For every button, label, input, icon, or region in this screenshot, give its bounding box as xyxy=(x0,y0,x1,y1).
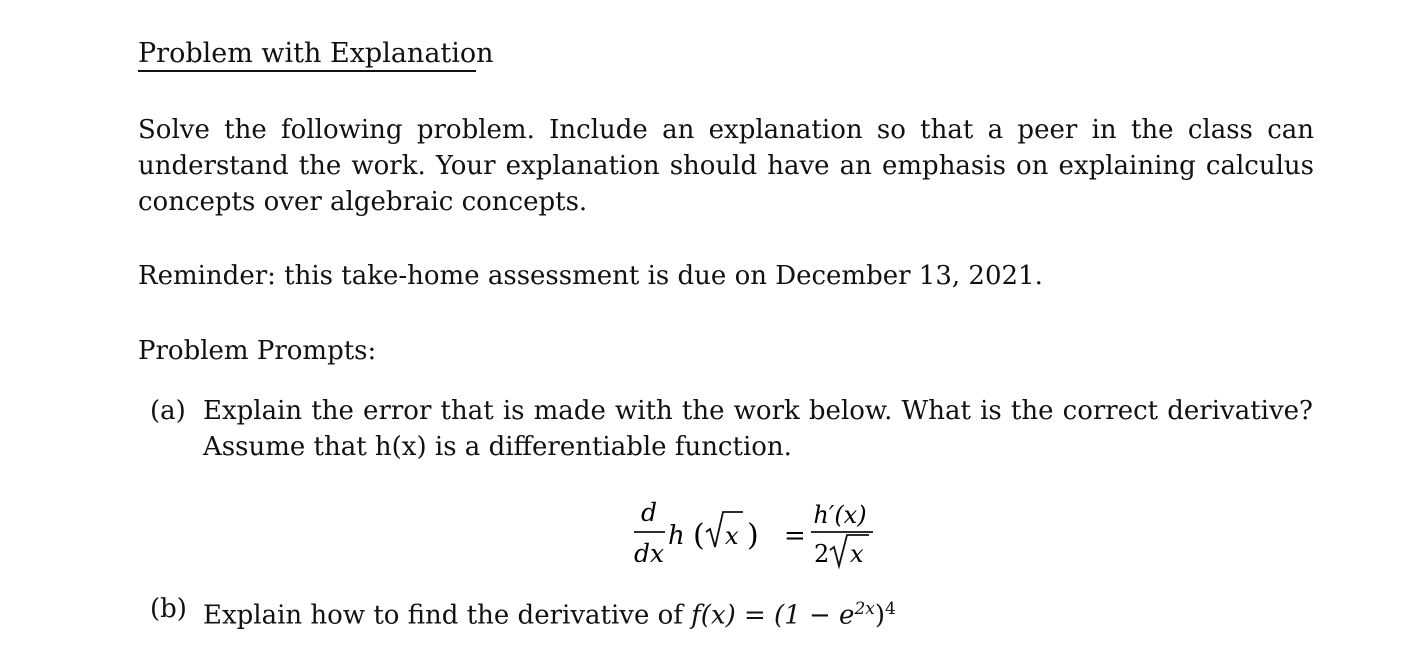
item-b-inner-exponent: 2x xyxy=(854,599,875,619)
item-b-label: (b) xyxy=(150,594,187,624)
eq-rhs-sqrt-radicand: x xyxy=(850,540,864,568)
eq-sqrt-radicand: x xyxy=(725,522,739,550)
item-a-label: (a) xyxy=(150,396,186,426)
item-b-close-paren: ) xyxy=(874,600,886,631)
item-b-text xyxy=(203,591,896,634)
item-b-outer-exponent: 4 xyxy=(885,599,896,619)
eq-d-numerator: d xyxy=(640,498,658,527)
intro-paragraph: Solve the following problem. Include an explanation so that a peer in the class can understand the work. Your explanation should have an emphasis on explaining calculus concepts over algebraic concepts. xyxy=(138,115,1314,217)
reminder-text: Reminder: this take-home assessment is due on December 13, 2021. xyxy=(138,261,1043,291)
eq-rhs-denominator-coefficient: 2 xyxy=(814,540,830,568)
eq-h-function: h xyxy=(668,521,685,551)
eq-rhs-numerator: h′(x) xyxy=(813,501,867,529)
eq-dx-denominator: dx xyxy=(633,539,665,568)
eq-right-paren: ) xyxy=(747,518,759,553)
item-b-prefix: Explain how to find the derivative of xyxy=(203,600,692,631)
prompts-title: Problem Prompts: xyxy=(138,336,377,366)
equation-svg xyxy=(560,492,980,582)
derivative-equation xyxy=(560,492,980,582)
document-heading: Problem with Explanation xyxy=(138,38,494,69)
heading-underline xyxy=(138,70,476,72)
eq-left-paren: ( xyxy=(693,518,705,553)
eq-equals: = xyxy=(784,521,806,551)
item-a-text: Explain the error that is made with the work below. What is the correct derivative? Assume that h(x) is a differentiable function. xyxy=(203,396,1313,462)
item-b-function-expression: f(x) = (1 − e xyxy=(691,600,855,631)
